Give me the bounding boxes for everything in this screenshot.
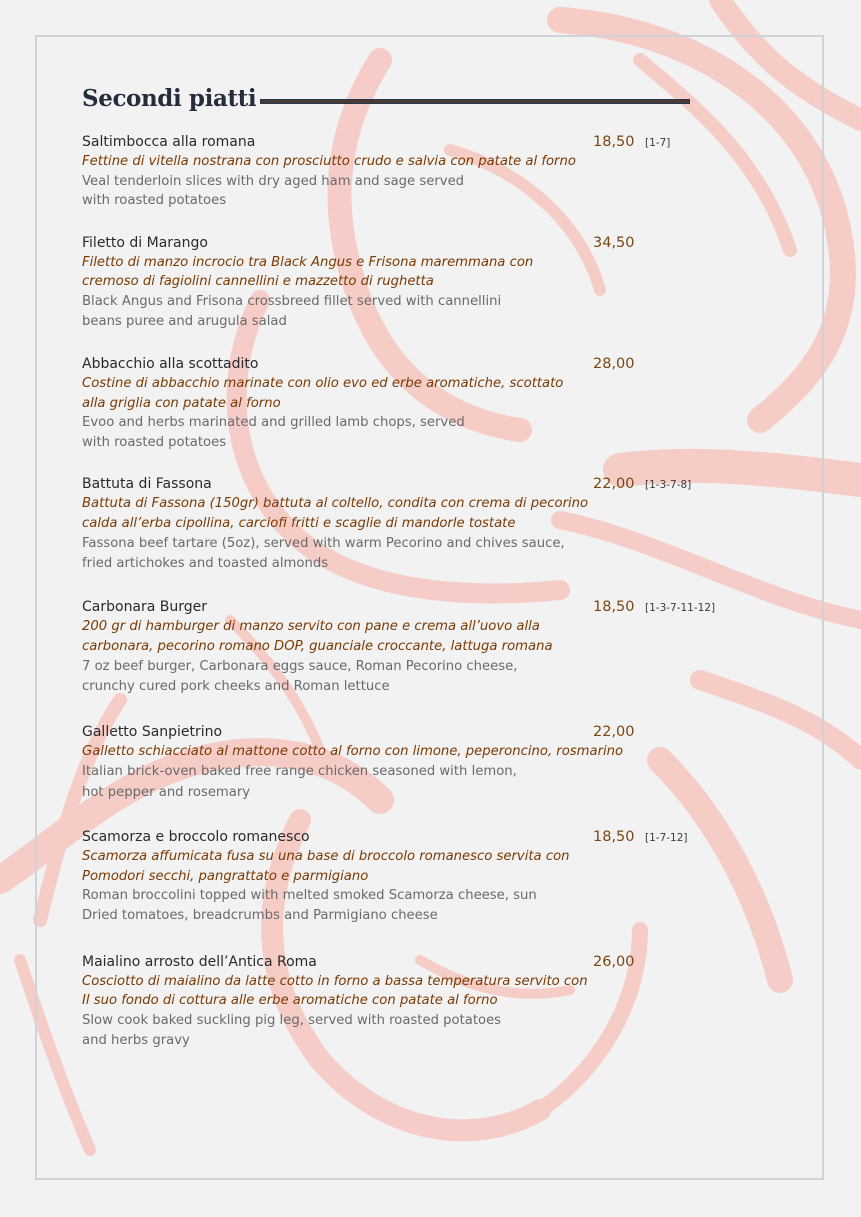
dish-allergens: [1-7] <box>645 137 671 149</box>
english-description: Italian brick-oven baked free range chicken seasoned with lemon, <box>82 764 517 779</box>
italian-description: cremoso di fagiolini cannellini e mazzetto di rughetta <box>82 274 434 289</box>
italian-description: Galletto schiacciato al mattone cotto al forno con limone, peperoncino, rosmarino <box>82 744 624 759</box>
english-description: with roasted potatoes <box>82 193 227 208</box>
italian-description: Il suo fondo di cottura alle erbe aromatiche con patate al forno <box>82 993 498 1008</box>
english-description: Veal tenderloin slices with dry aged ham and sage served <box>82 174 465 189</box>
english-description: Slow cook baked suckling pig leg, served with roasted potatoes <box>82 1013 502 1028</box>
section-title: Secondi piatti <box>82 85 257 112</box>
dish-price: 18,50 <box>593 134 635 150</box>
italian-description: 200 gr di hamburger di manzo servito con pane e crema all’uovo alla <box>82 619 540 634</box>
italian-description: Costine di abbacchio marinate con olio evo ed erbe aromatiche, scottato <box>82 376 564 391</box>
title-underline-bar <box>260 99 690 104</box>
dish-price: 34,50 <box>593 235 635 251</box>
dish-price: 18,50 <box>593 599 635 615</box>
italian-description: calda all’erba cipollina, carciofi fritti e scaglie di mandorle tostate <box>82 516 516 531</box>
italian-description: Battuta di Fassona (150gr) battuta al coltello, condita con crema di pecorino <box>82 496 589 511</box>
dish-name: Filetto di Marango <box>82 235 208 251</box>
dish-price: 26,00 <box>593 954 635 970</box>
english-description: Roman broccolini topped with melted smoked Scamorza cheese, sun <box>82 888 537 903</box>
italian-description: alla griglia con patate al forno <box>82 396 281 411</box>
dish-price: 18,50 <box>593 829 635 845</box>
italian-description: Pomodori secchi, pangrattato e parmigiano <box>82 869 369 884</box>
italian-description: Fettine di vitella nostrana con prosciutto crudo e salvia con patate al forno <box>82 154 576 169</box>
english-description: hot pepper and rosemary <box>82 785 251 800</box>
dish-allergens: [1-3-7-11-12] <box>645 602 716 614</box>
dish-name: Maialino arrosto dell’Antica Roma <box>82 954 317 970</box>
dish-name: Carbonara Burger <box>82 599 208 615</box>
english-description: Evoo and herbs marinated and grilled lamb chops, served <box>82 415 465 430</box>
dish-price: 22,00 <box>593 476 635 492</box>
dish-price: 22,00 <box>593 724 635 740</box>
dish-allergens: [1-3-7-8] <box>645 479 692 491</box>
italian-description: Scamorza affumicata fusa su una base di broccolo romanesco servita con <box>82 849 570 864</box>
english-description: 7 oz beef burger, Carbonara eggs sauce, Roman Pecorino cheese, <box>82 659 518 674</box>
english-description: and herbs gravy <box>82 1033 190 1048</box>
dish-name: Saltimbocca alla romana <box>82 134 256 150</box>
dish-allergens: [1-7-12] <box>645 832 688 844</box>
dish-name: Scamorza e broccolo romanesco <box>82 829 310 845</box>
italian-description: Cosciotto di maialino da latte cotto in forno a bassa temperatura servito con <box>82 974 588 989</box>
english-description: Fassona beef tartare (5oz), served with warm Pecorino and chives sauce, <box>82 536 565 551</box>
english-description: fried artichokes and toasted almonds <box>82 556 329 571</box>
english-description: Black Angus and Frisona crossbreed fillet served with cannellini <box>82 294 502 309</box>
english-description: crunchy cured pork cheeks and Roman lettuce <box>82 679 390 694</box>
english-description: beans puree and arugula salad <box>82 314 287 329</box>
dish-name: Battuta di Fassona <box>82 476 212 492</box>
dish-name: Abbacchio alla scottadito <box>82 356 259 372</box>
dish-price: 28,00 <box>593 356 635 372</box>
english-description: with roasted potatoes <box>82 435 227 450</box>
italian-description: carbonara, pecorino romano DOP, guanciale croccante, lattuga romana <box>82 639 553 654</box>
english-description: Dried tomatoes, breadcrumbs and Parmigiano cheese <box>82 908 438 923</box>
dish-name: Galletto Sanpietrino <box>82 724 223 740</box>
italian-description: Filetto di manzo incrocio tra Black Angus e Frisona maremmana con <box>82 255 534 270</box>
